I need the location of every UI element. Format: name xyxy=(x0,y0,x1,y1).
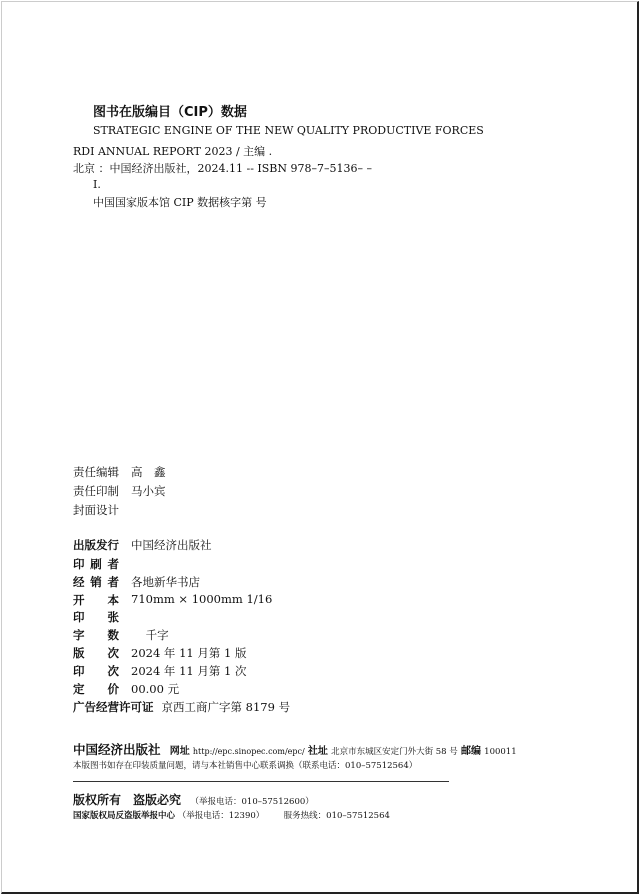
credit-editor xyxy=(73,464,166,480)
pub-row-advert-license xyxy=(73,699,290,715)
pub-row-price xyxy=(73,681,179,697)
credit-value: 马小宾 xyxy=(131,484,166,498)
pub-label: 印 次 xyxy=(73,664,119,678)
address-label: 社址 xyxy=(307,746,328,757)
cip-line-report: RDI ANNUAL REPORT 2023 / 主编 . xyxy=(73,145,273,158)
web-label: 网址 xyxy=(169,746,190,757)
pub-label: 开 本 xyxy=(73,593,119,607)
office-phone: （举报电话：12390） xyxy=(177,811,265,821)
pub-value: 中国经济出版社 xyxy=(131,538,212,552)
cip-line-publication: 北京 ：中国经济出版社，2024.11 -- ISBN 978–7–5136– – xyxy=(73,162,372,175)
cip-line-classification: Ⅰ. xyxy=(93,178,101,191)
pub-value: 2024 年 11 月第 1 次 xyxy=(131,664,247,678)
rights-line xyxy=(73,791,314,808)
credit-value: 高 鑫 xyxy=(131,465,166,479)
zip-label: 邮编 xyxy=(460,746,481,757)
pub-value: 2024 年 11 月第 1 版 xyxy=(131,646,247,660)
pub-row-printer xyxy=(73,556,131,572)
hotline-line xyxy=(73,809,390,821)
pub-value: 各地新华书店 xyxy=(131,575,200,589)
pub-label: 印 刷 者 xyxy=(73,557,119,571)
pub-label: 广告经营许可证 xyxy=(73,700,154,714)
pub-value: 00.00 元 xyxy=(131,682,180,696)
footer-publisher-info xyxy=(73,740,517,758)
publisher-name: 中国经济出版社 xyxy=(73,742,161,757)
anti-piracy-office: 国家版权局反盗版举报中心 xyxy=(73,811,176,821)
pub-label: 定 价 xyxy=(73,682,119,696)
cip-line-data-number: 中国国家版本馆 CIP 数据核字第 号 xyxy=(93,196,267,209)
pub-label: 字 数 xyxy=(73,628,119,642)
pub-row-format xyxy=(73,592,272,608)
pub-value: 710mm × 1000mm 1/16 xyxy=(131,592,273,606)
pub-row-word-count xyxy=(73,627,169,643)
pub-row-edition xyxy=(73,645,247,661)
pub-value: 京西工商广字第 8179 号 xyxy=(161,700,291,714)
rights-reserved: 版权所有 盗版必究 xyxy=(73,793,182,807)
divider xyxy=(73,781,449,782)
pub-row-distributor xyxy=(73,574,200,590)
pub-label: 版 次 xyxy=(73,646,119,660)
service-hotline: 服务热线：010–57512564 xyxy=(283,811,390,821)
web-url: http://epc.sinopec.com/epc/ xyxy=(192,747,305,756)
pub-label: 出版发行 xyxy=(73,538,119,552)
credit-label: 责任编辑 xyxy=(73,465,119,479)
pub-row-publisher xyxy=(73,537,212,553)
pub-label: 印 张 xyxy=(73,610,119,624)
zip-code: 100011 xyxy=(484,747,517,757)
report-phone: （举报电话：010–57512600） xyxy=(190,797,314,807)
credit-cover-design xyxy=(73,502,131,518)
cip-title: 图书在版编目（CIP）数据 xyxy=(93,105,247,120)
cip-line-english-title: STRATEGIC ENGINE OF THE NEW QUALITY PRODUCTIVE FORCES xyxy=(93,124,484,137)
address: 北京市东城区安定门外大街 58 号 xyxy=(331,747,458,757)
pub-row-sheets xyxy=(73,609,131,625)
pub-label: 经 销 者 xyxy=(73,575,119,589)
pub-value: 千字 xyxy=(131,628,169,642)
credit-label: 封面设计 xyxy=(73,503,119,517)
quality-note: 本版图书如存在印装质量问题，请与本社销售中心联系调换（联系电话：010–57512564） xyxy=(73,761,418,771)
pub-row-impression xyxy=(73,663,247,679)
credit-printing xyxy=(73,483,166,499)
credit-label: 责任印制 xyxy=(73,484,119,498)
